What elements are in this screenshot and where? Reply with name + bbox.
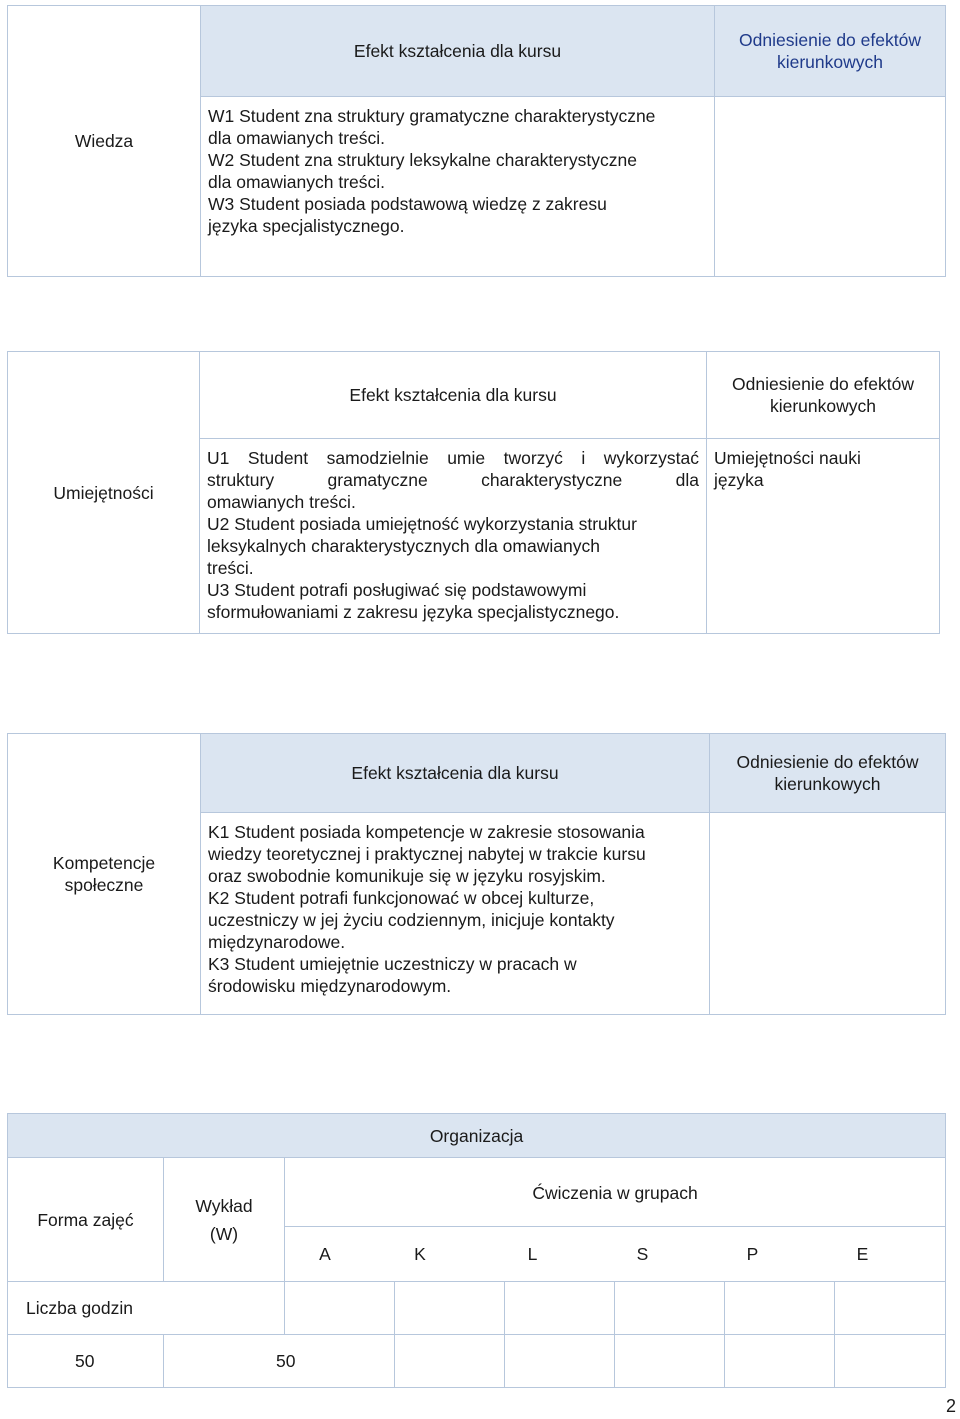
type-e: E <box>856 1244 869 1264</box>
kompetencje-category: Kompetencje społeczne <box>8 734 201 1015</box>
cwiczenia-types <box>285 1227 946 1282</box>
type-p: P <box>746 1244 759 1264</box>
wiedza-category: Wiedza <box>8 6 201 277</box>
wiedza-reference <box>715 97 946 277</box>
hours-label: Liczba godzin <box>8 1282 285 1335</box>
umiejetnosci-reference: Umiejętności nauki języka <box>707 439 940 634</box>
hours-empty-5 <box>725 1282 835 1335</box>
hours-empty-1 <box>285 1282 395 1335</box>
hours-empty-2 <box>395 1282 505 1335</box>
organizacja-table <box>7 1113 946 1388</box>
wiedza-effect-header: Efekt kształcenia dla kursu <box>201 6 715 97</box>
organizacja-title: Organizacja <box>8 1114 946 1158</box>
kompetencje-table <box>7 733 946 1015</box>
hours-total: 50 <box>8 1335 164 1388</box>
forma-zajec-label: Forma zajęć <box>8 1158 164 1282</box>
kompetencje-effect-header: Efekt kształcenia dla kursu <box>201 734 710 813</box>
type-s: S <box>636 1244 649 1264</box>
kompetencje-reference-header: Odniesienie do efektów kierunkowych <box>710 734 946 813</box>
hours-s <box>725 1335 835 1388</box>
hours-empty-6 <box>835 1282 946 1335</box>
hours-wyklad: 50 <box>164 1335 395 1388</box>
page-number: 2 <box>945 1396 956 1416</box>
hours-l <box>615 1335 725 1388</box>
umiejetnosci-effects: U1 Student samodzielnie umie tworzyć i wykorzystać struktury gramatyczne charakterystyczne dla omawianych treści. U2 Student posiada umiejętność wykorzystania struktur leksykalnych charakterystycznych dla omawianych treści. U3 Student potrafi posługiwać się podstawowymi sformułowaniami z zakresu języka specjalistycznego. <box>200 439 707 634</box>
umiejetnosci-category: Umiejętności <box>8 352 200 634</box>
wiedza-table <box>7 5 946 277</box>
type-l: L <box>527 1244 538 1264</box>
wiedza-reference-header: Odniesienie do efektów kierunkowych <box>715 6 946 97</box>
umiejetnosci-table <box>7 351 940 634</box>
hours-a <box>395 1335 505 1388</box>
hours-p <box>835 1335 946 1388</box>
wiedza-effects: W1 Student zna struktury gramatyczne charakterystyczne dla omawianych treści. W2 Student zna struktury leksykalne charakterystyczne dla omawianych treści. W3 Student posiada podstawową wiedzę z zakresu języka specjalistycznego. <box>201 97 715 277</box>
kompetencje-reference <box>710 813 946 1015</box>
hours-k <box>505 1335 615 1388</box>
hours-empty-3 <box>505 1282 615 1335</box>
kompetencje-effects: K1 Student posiada kompetencje w zakresie stosowania wiedzy teoretycznej i praktycznej nabytej w trakcie kursu oraz swobodnie komunikuje się w języku rosyjskim. K2 Student potrafi funkcjonować w obcej kulturze, uczestniczy w jej życiu codziennym, inicjuje kontakty międzynarodowe. K3 Student umiejętnie uczestniczy w pracach w środowisku międzynarodowym. <box>201 813 710 1015</box>
cwiczenia-header: Ćwiczenia w grupach <box>285 1158 946 1227</box>
type-a: A <box>319 1244 331 1264</box>
wyklad-header: Wykład (W) <box>164 1158 285 1282</box>
umiejetnosci-reference-header: Odniesienie do efektów kierunkowych <box>707 352 940 439</box>
type-k: K <box>414 1244 426 1264</box>
umiejetnosci-effect-header: Efekt kształcenia dla kursu <box>200 352 707 439</box>
hours-empty-4 <box>615 1282 725 1335</box>
